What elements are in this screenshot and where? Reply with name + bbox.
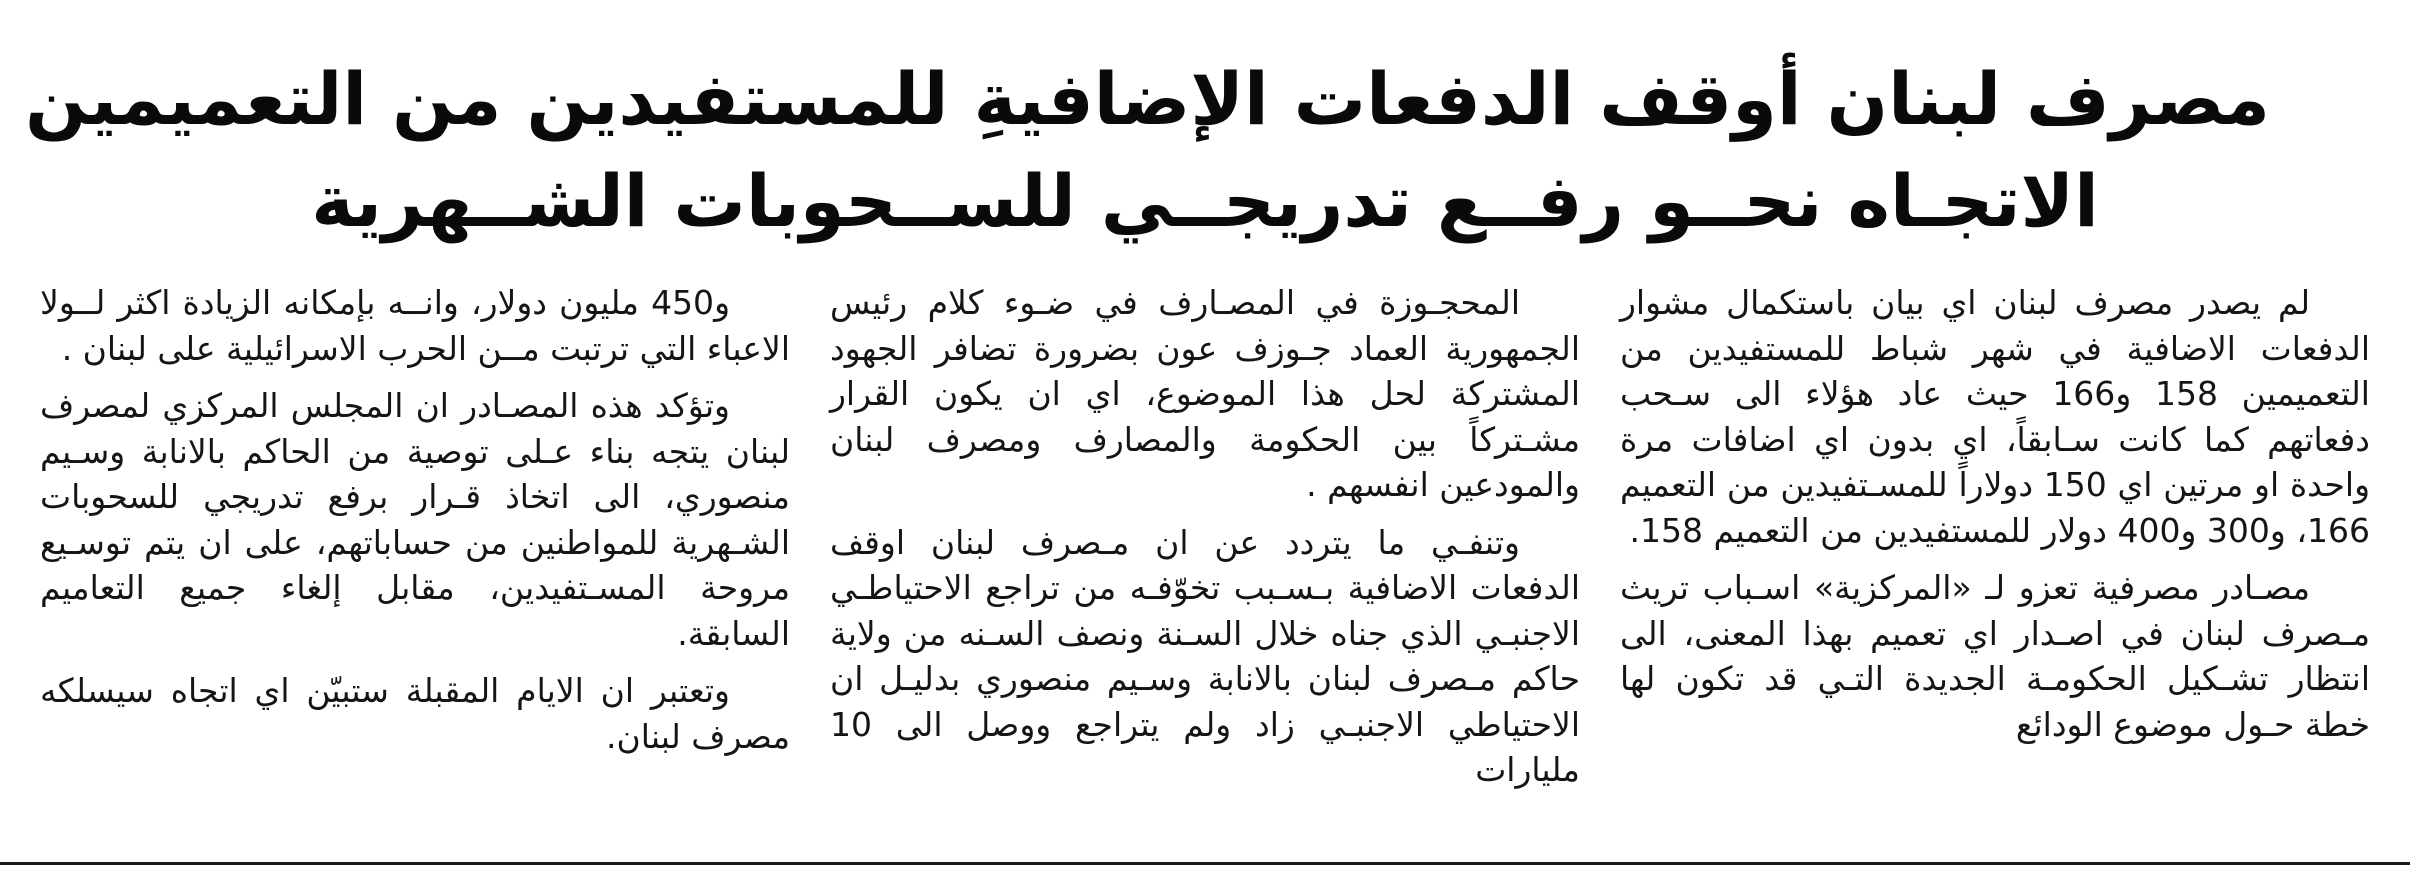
headline-line-1: مصرف لبنان أوقف الدفعات الإضافيةِ للمستفيدين من التعميمين xyxy=(25,57,2270,141)
article-column-3 xyxy=(40,280,790,759)
article-column-2 xyxy=(830,280,1580,793)
paragraph: وتنفـي ما يتردد عن ان مـصرف لبنان اوقف الدفعات الاضافية بـسـبب تخوّفـه من تراجع الاحتياطـي الاجنبـي الذي جناه خلال السـنة ونصف السـنه من ولاية حاكم مـصرف لبنان بالانابة وسـيم منصوري بدليـل ان الاحتياطي الاجنبـي زاد ولم يتراجع ووصل الى 10 مليارات xyxy=(830,522,1580,789)
paragraph: وتعتبر ان الايام المقبلة ستبيّن اي اتجاه سيسلكه مصرف لبنان. xyxy=(40,671,790,756)
paragraph: وتؤكد هذه المصـادر ان المجلس المركزي لمصرف لبنان يتجه بناء عـلى توصية من الحاكم بالانابة وسـيم منصوري، الى اتخاذ قـرار برفع تدريجي للسحوبات الشـهرية للمواطنين من حساباتهم، على ان يتم توسـيع مروحة المسـتفيدين، مقابل إلغاء جميع التعاميم السابقة. xyxy=(40,386,790,653)
paragraph: مصـادر مصرفية تعزو لـ «المركزية» اسـباب تريث مـصرف لبنان في اصـدار اي تعميم بهذا المعنى، الى انتظار تشـكيل الحكومـة الجديدة التـي قد تكون لها خطة حـول موضوع الودائع xyxy=(1620,568,2370,744)
headline-line-2: الاتجـاه نحــو رفــع تدريجــي للســحوبات الشــهرية xyxy=(311,159,2099,243)
paragraph: لم يصدر مصرف لبنان اي بيان باستكمال مشوار الدفعات الاضافية في شهر شباط للمستفيدين من التعميمين 158 و166 حيث عاد هؤلاء الى سـحب دفعاتهم كما كانت سـابقاً، اي بدون اي اضافات مرة واحدة او مرتين اي 150 دولاراً للمسـتفيدين من التعميم 166، و300 و400 دولار للمستفيدين من التعميم 158. xyxy=(1620,283,2371,550)
bottom-divider xyxy=(0,862,2410,865)
headline xyxy=(25,48,2270,252)
paragraph: المحجـوزة في المصـارف في ضـوء كلام رئيس الجمهورية العماد جـوزف عون بضرورة تضافر الجهود المشتركة لحل هذا الموضوع، اي ان يكون القرار مشـتركاً بين الحكومة والمصارف ومصرف لبنان والمودعين انفسهم . xyxy=(830,283,1580,504)
article-column-1 xyxy=(1620,280,2370,747)
paragraph: و450 مليون دولار، وانــه بإمكانه الزيادة اكثر لــولا الاعباء التي ترتبت مــن الحرب الاسرائيلية على لبنان . xyxy=(40,283,790,368)
